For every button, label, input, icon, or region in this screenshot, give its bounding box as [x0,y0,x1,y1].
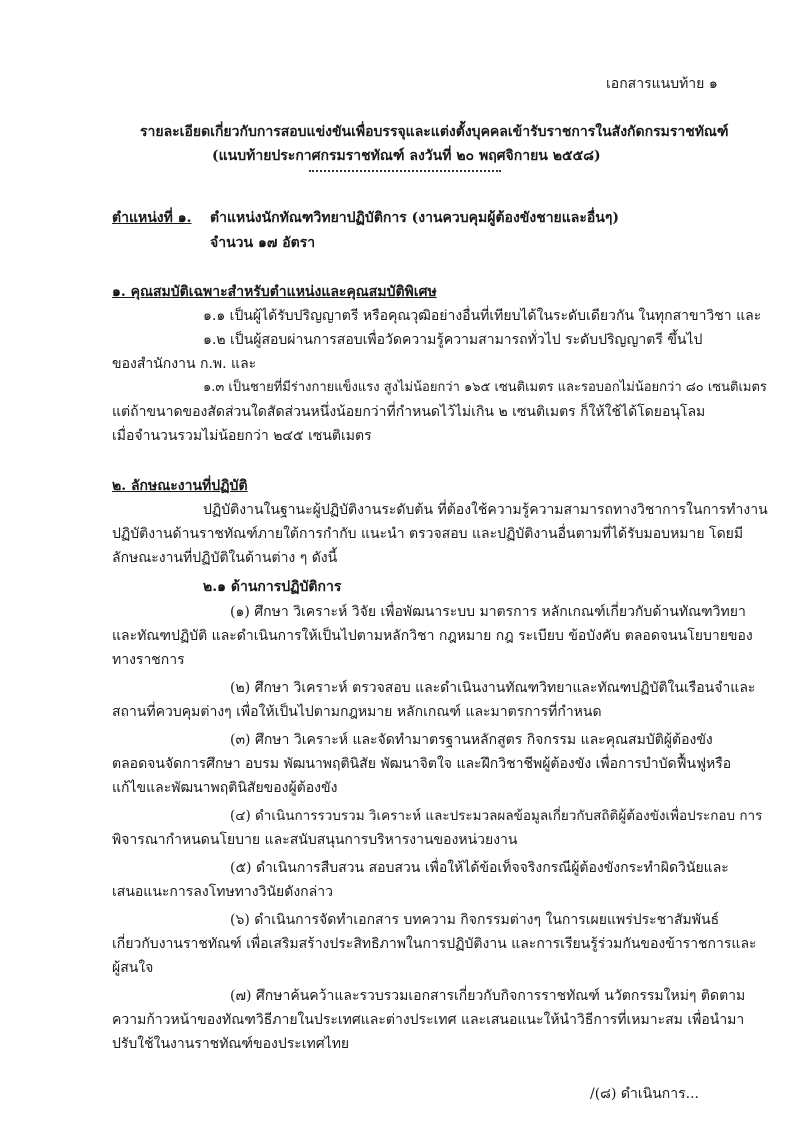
section1-line: เมื่อจำนวนรวมไม่น้อยกว่า ๒๔๕ เซนติเมตร [112,428,372,444]
section1-line: แต่ถ้าขนาดของสัดส่วนใดสัดส่วนหนึ่งน้อยกว่าที่กำหนดไว้ไม่เกิน ๒ เซนติเมตร ก็ให้ใช้ได้โดยอนุโลม [112,404,706,420]
document-title-line-1: รายละเอียดเกี่ยวกับการสอบแข่งขันเพื่อบรรจุและแต่งตั้งบุคคลเข้ารับราชการในสังกัดกรมราชทัณฑ์ [140,124,729,140]
duty-line: (๓) ศึกษา วิเคราะห์ และจัดทำมาตรฐานหลักสูตร กิจกรรม และคุณสมบัติผู้ต้องขัง [230,732,713,748]
duty-line: ทางราชการ [112,652,185,668]
duty-line: (๑) ศึกษา วิเคราะห์ วิจัย เพื่อพัฒนาระบบ มาตรการ หลักเกณฑ์เกี่ยวกับด้านทัณฑวิทยา [230,604,746,620]
duty-line: เสนอแนะการลงโทษทางวินัยดังกล่าว [112,884,333,900]
position-count: จำนวน ๑๗ อัตรา [210,235,316,251]
duty-line: แก้ไขและพัฒนาพฤตินิสัยของผู้ต้องขัง [112,780,338,796]
section1-heading: ๑. คุณสมบัติเฉพาะสำหรับตำแหน่งและคุณสมบัติพิเศษ [112,284,437,300]
duty-line: ความก้าวหน้าของทัณฑวิธีภายในประเทศและต่างประเทศ และเสนอแนะให้นำวิธีการที่เหมาะสม เพื่อนำมา [112,1012,745,1028]
section2-intro-line: ปฏิบัติงานด้านราชทัณฑ์ภายใต้การกำกับ แนะนำ ตรวจสอบ และปฏิบัติงานอื่นตามที่ได้รับมอบหมาย โดยมี [112,526,744,542]
section2-intro-line: ปฏิบัติงานในฐานะผู้ปฏิบัติงานระดับต้น ที่ต้องใช้ความรู้ความสามารถทางวิชาการในการทำงาน [203,502,768,518]
section1-line: ๑.๓ เป็นชายที่มีร่างกายแข็งแรง สูงไม่น้อยกว่า ๑๖๕ เซนติเมตร และรอบอกไม่น้อยกว่า ๘๐ เซนติเมตร [203,380,767,395]
duty-line: พิจารณากำหนดนโยบาย และสนับสนุนการบริหารงานของหน่วยงาน [112,832,518,848]
duty-line: ตลอดจนจัดการศึกษา อบรม พัฒนาพฤตินิสัย พัฒนาจิตใจ และฝึกวิชาชีพผู้ต้องขัง เพื่อการบำบัดฟื้นฟูหรือ [112,756,732,772]
section1-line: ของสำนักงาน ก.พ. และ [112,356,257,372]
duty-line: (๗) ศึกษาค้นคว้าและรวบรวมเอกสารเกี่ยวกับกิจการราชทัณฑ์ นวัตกรรมใหม่ๆ ติดตาม [230,988,746,1004]
duty-line: (๒) ศึกษา วิเคราะห์ ตรวจสอบ และดำเนินงานทัณฑวิทยาและทัณฑปฏิบัติในเรือนจำและ [230,680,756,696]
duty-line: ปรับใช้ในงานราชทัณฑ์ของประเทศไทย [112,1036,350,1052]
section2-1-heading: ๒.๑ ด้านการปฏิบัติการ [203,579,342,595]
duty-line: สถานที่ควบคุมต่างๆ เพื่อให้เป็นไปตามกฎหมาย หลักเกณฑ์ และมาตรการที่กำหนด [112,704,602,720]
duty-line: ผู้สนใจ [112,960,154,976]
page-continuation: /(๘) ดำเนินการ... [590,1086,699,1102]
duty-line: และทัณฑปฏิบัติ และดำเนินการให้เป็นไปตามหลักวิชา กฎหมาย กฎ ระเบียบ ข้อบังคับ ตลอดจนนโยบายของ [112,628,753,644]
position-label: ตำแหน่งที่ ๑. [112,210,192,226]
duty-line: (๕) ดำเนินการสืบสวน สอบสวน เพื่อให้ได้ข้อเท็จจริงกรณีผู้ต้องขังกระทำผิดวินัยและ [230,860,729,876]
section2-heading: ๒. ลักษณะงานที่ปฏิบัติ [112,478,248,494]
dotted-separator [309,170,501,172]
duty-line: (๖) ดำเนินการจัดทำเอกสาร บทความ กิจกรรมต่างๆ ในการเผยแพร่ประชาสัมพันธ์ [230,912,720,928]
section2-intro-line: ลักษณะงานที่ปฏิบัติในด้านต่าง ๆ ดังนี้ [112,550,338,566]
document-title-line-2: (แนบท้ายประกาศกรมราชทัณฑ์ ลงวันที่ ๒๐ พฤศจิกายน ๒๕๕๘) [212,148,601,164]
document-attachment-label: เอกสารแนบท้าย ๑ [606,76,718,92]
section1-line: ๑.๑ เป็นผู้ได้รับปริญญาตรี หรือคุณวุฒิอย่างอื่นที่เทียบได้ในระดับเดียวกัน ในทุกสาขาวิชา และ [203,308,762,324]
section1-line: ๑.๒ เป็นผู้สอบผ่านการสอบเพื่อวัดความรู้ความสามารถทั่วไป ระดับปริญญาตรี ขึ้นไป [203,332,703,348]
duty-line: เกี่ยวกับงานราชทัณฑ์ เพื่อเสริมสร้างประสิทธิภาพในการปฏิบัติงาน และการเรียนรู้ร่วมกันของข้าราชการและ [112,936,757,952]
duty-line: (๔) ดำเนินการรวบรวม วิเคราะห์ และประมวลผลข้อมูลเกี่ยวกับสถิติผู้ต้องขังเพื่อประกอบ การ [230,808,763,824]
position-name: ตำแหน่งนักทัณฑวิทยาปฏิบัติการ (งานควบคุมผู้ต้องขังชายและอื่นๆ) [210,210,620,226]
